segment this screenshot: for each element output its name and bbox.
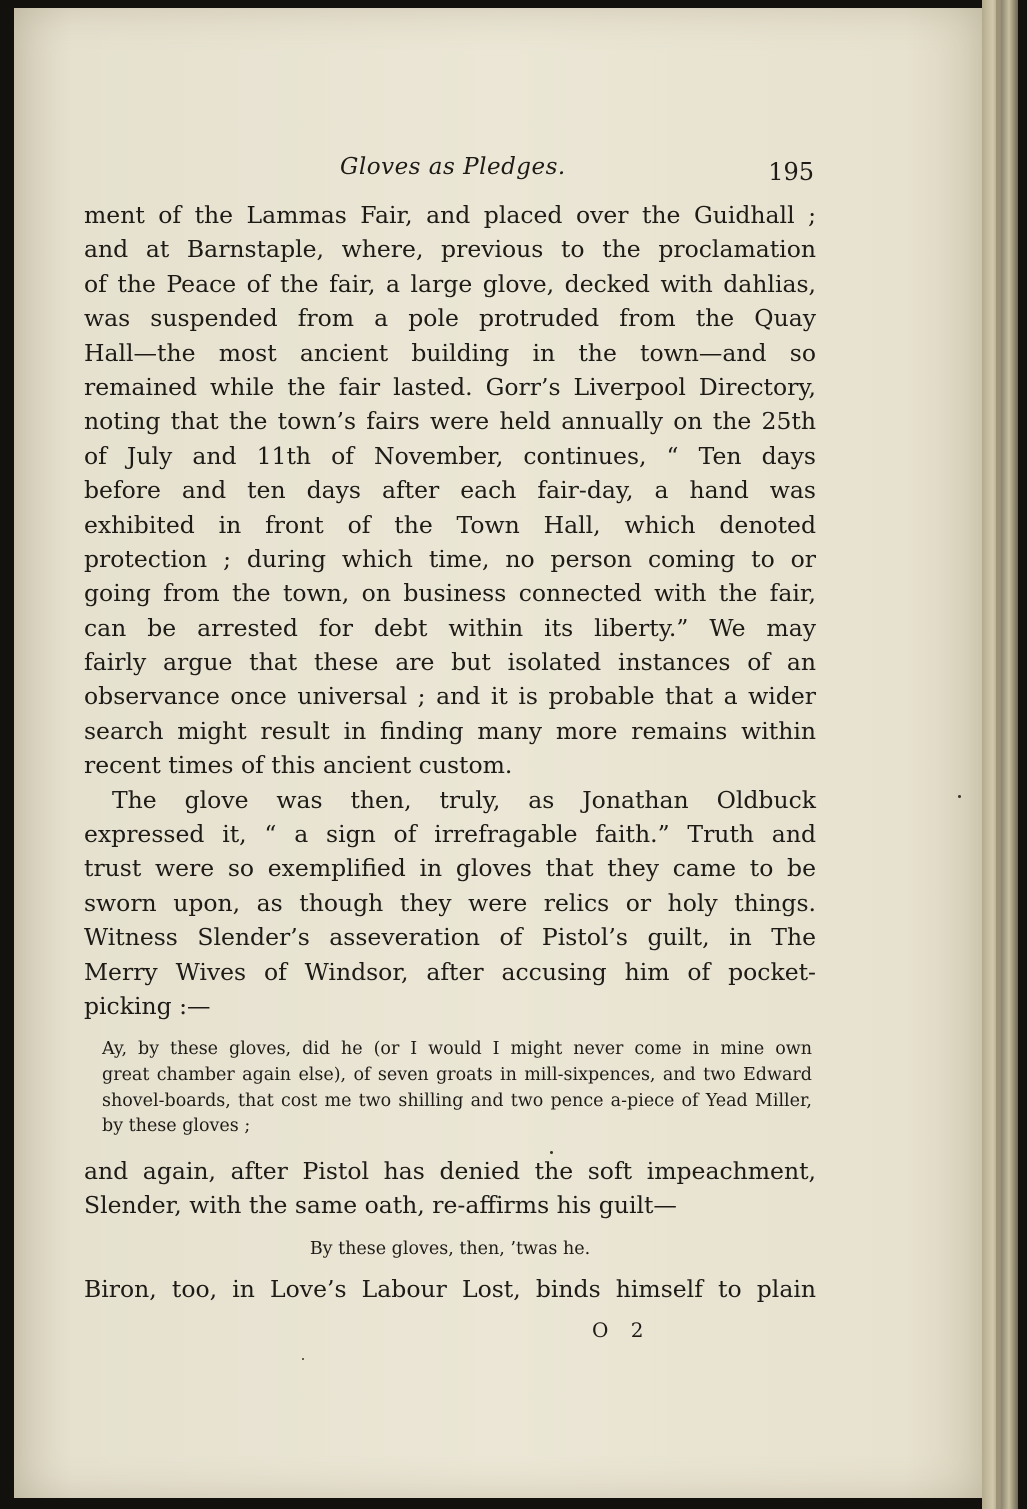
text-line: sworn upon, as though they were relics or holy things. bbox=[84, 888, 816, 917]
running-title: Gloves as Pledges. bbox=[340, 154, 566, 180]
text-line: and at Barnstaple, where, previous to the proclamation bbox=[84, 235, 816, 264]
text-line: of July and 11th of November, continues, “ Ten days bbox=[84, 441, 816, 470]
page-content bbox=[84, 150, 816, 1307]
quote-line: By these gloves, then, ’twas he. bbox=[309, 1238, 591, 1259]
text-line: remained while the fair lasted. Gorr’s Liverpool Directory, bbox=[84, 372, 816, 401]
paragraph-4 bbox=[84, 1272, 816, 1306]
text-line: Biron, too, in Love’s Labour Lost, binds himself to plain bbox=[84, 1275, 816, 1304]
text-line: search might result in finding many more remains within bbox=[84, 716, 816, 745]
page-edge-shadow bbox=[996, 0, 1000, 1509]
text-line: was suspended from a pole protruded from the Quay bbox=[84, 304, 816, 333]
paragraph-1 bbox=[84, 198, 816, 783]
text-line: before and ten days after each fair-day, a hand was bbox=[84, 476, 816, 505]
text-line: of the Peace of the fair, a large glove, decked with dahlias, bbox=[84, 269, 816, 298]
paragraph-2 bbox=[84, 783, 816, 1024]
page-number: 195 bbox=[768, 158, 814, 186]
paper-speck bbox=[550, 1151, 553, 1154]
text-line: The glove was then, truly, as Jonathan Oldbuck bbox=[112, 785, 816, 814]
quote-line: shovel-boards, that cost me two shilling and two pence a-piece of Yead Miller, bbox=[102, 1090, 812, 1111]
text-line: observance once universal ; and it is probable that a wider bbox=[84, 682, 816, 711]
text-line: fairly argue that these are but isolated instances of an bbox=[84, 648, 816, 677]
block-quote-2 bbox=[84, 1237, 816, 1263]
paper-speck bbox=[958, 795, 961, 798]
quote-line: by these gloves ; bbox=[102, 1116, 251, 1137]
text-line: protection ; during which time, no person coming to or bbox=[84, 544, 816, 573]
text-line: noting that the town’s fairs were held annually on the 25th bbox=[84, 407, 816, 436]
paragraph-3 bbox=[84, 1154, 816, 1223]
quote-line: Ay, by these gloves, did he (or I would I might never come in mine own bbox=[102, 1039, 812, 1060]
text-line: and again, after Pistol has denied the soft impeachment, bbox=[84, 1156, 816, 1185]
paper-speck bbox=[302, 1358, 304, 1360]
text-line: Slender, with the same oath, re-affirms his guilt— bbox=[84, 1191, 677, 1220]
text-line: exhibited in front of the Town Hall, which denoted bbox=[84, 510, 816, 539]
text-line: Hall—the most ancient building in the town—and so bbox=[84, 338, 816, 367]
text-line: Witness Slender’s asseveration of Pistol’s guilt, in The bbox=[84, 923, 816, 952]
block-quote-1 bbox=[102, 1037, 812, 1139]
text-line: picking :— bbox=[84, 991, 211, 1020]
text-line: ment of the Lammas Fair, and placed over the Guidhall ; bbox=[84, 201, 816, 229]
signature-mark: O 2 bbox=[592, 1318, 652, 1342]
text-line: going from the town, on business connected with the fair, bbox=[84, 579, 816, 608]
text-line: trust were so exemplified in gloves that they came to be bbox=[84, 854, 816, 883]
page-header bbox=[84, 150, 816, 198]
text-line: can be arrested for debt within its liberty.” We may bbox=[84, 613, 816, 642]
text-line: recent times of this ancient custom. bbox=[84, 751, 513, 780]
text-line: Merry Wives of Windsor, after accusing him of pocket- bbox=[84, 957, 816, 986]
quote-line: great chamber again else), of seven groats in mill-sixpences, and two Edward bbox=[102, 1064, 812, 1085]
page-edge bbox=[982, 0, 1018, 1509]
text-line: expressed it, “ a sign of irrefragable faith.” Truth and bbox=[84, 820, 816, 849]
